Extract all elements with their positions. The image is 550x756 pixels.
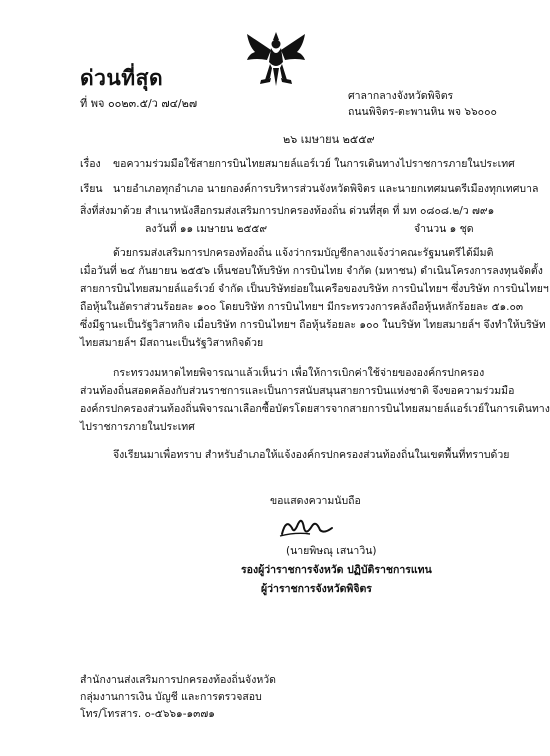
paragraph-line: สายการบินไทยสมายล์แอร์เวย์ จำกัด เป็นบริษัทย่อยในเครือของบริษัท การบินไทยฯ ซึ่งบริษัท การบินไทยฯ — [80, 283, 549, 295]
document-date: ๒๖ เมษายน ๒๕๕๙ — [283, 133, 375, 146]
recipient-label: เรียน — [80, 183, 103, 195]
footer-line: กลุ่มงานการเงิน บัญชี และการตรวจสอบ — [80, 691, 262, 703]
subject-label: เรื่อง — [80, 158, 101, 170]
address-line: ศาลากลางจังหวัดพิจิตร — [348, 90, 454, 102]
paragraph-line: เมื่อวันที่ ๒๔ กันยายน ๒๕๕๖ เห็นชอบให้บริษัท การบินไทย จำกัด (มหาชน) ดำเนินโครงการลงทุนจัดตั้ง — [80, 265, 543, 277]
body-paragraph-3 — [80, 446, 509, 464]
paragraph-line: ไทยสมายล์ฯ มีสถานะเป็นรัฐวิสาหกิจด้วย — [80, 337, 264, 349]
enclosure-text: สำเนาหนังสือกรมส่งเสริมการปกครองท้องถิ่น ด่วนที่สุด ที่ มท ๐๘๐๘.๒/ว ๗๙๑ — [145, 205, 495, 217]
closing-salutation: ขอแสดงความนับถือ — [270, 495, 361, 507]
enclosure-date: ลงวันที่ ๑๑ เมษายน ๒๕๕๙ — [145, 223, 268, 235]
paragraph-line: กระทรวงมหาดไทยพิจารณาแล้วเห็นว่า เพื่อให้การเบิกค่าใช้จ่ายขององค์กรปกครอง — [113, 367, 485, 379]
sender-address — [348, 88, 497, 120]
subject-text: ขอความร่วมมือใช้สายการบินไทยสมายล์แอร์เวย์ ในการเดินทางไปราชการภายในประเทศ — [113, 158, 515, 170]
paragraph-line: องค์กรปกครองส่วนท้องถิ่นพิจารณาเลือกซื้อบัตรโดยสารจากสายการบินไทยสมายล์แอร์เวย์ในการเดินทาง — [80, 403, 550, 415]
paragraph-line: ด้วยกรมส่งเสริมการปกครองท้องถิ่น แจ้งว่ากรมบัญชีกลางแจ้งว่าคณะรัฐมนตรีได้มีมติ — [113, 247, 494, 259]
address-line: ถนนพิจิตร-ตะพานหิน พจ ๖๖๐๐๐ — [348, 106, 497, 118]
signatory-name: (นายพิษณุ เสนาวิน) — [286, 545, 377, 557]
signatory-position-2: ผู้ว่าราชการจังหวัดพิจิตร — [261, 583, 372, 595]
paragraph-line: ซึ่งมีฐานะเป็นรัฐวิสาหกิจ เมื่อบริษัท การบินไทยฯ ถือหุ้นร้อยละ ๑๐๐ ในบริษัท ไทยสมายล์ฯ จึงทำให้บริษัท — [80, 319, 546, 331]
footer-line: โทร/โทรสาร. ๐-๕๖๖๑-๑๓๗๑ — [80, 708, 215, 720]
enclosure-quantity: จำนวน ๑ ชุด — [414, 223, 474, 235]
body-paragraph-1 — [80, 244, 549, 352]
signatory-position: รองผู้ว่าราชการจังหวัด ปฏิบัติราชการแทน — [241, 564, 432, 576]
footer-line: สำนักงานส่งเสริมการปกครองท้องถิ่นจังหวัด — [80, 674, 276, 686]
paragraph-line: ไปราชการภายในประเทศ — [80, 421, 195, 433]
subject-row — [80, 155, 515, 172]
footer-contact — [80, 672, 276, 723]
paragraph-line: จึงเรียนมาเพื่อทราบ สำหรับอำเภอให้แจ้งองค์กรปกครองส่วนท้องถิ่นในเขตพื้นที่ทราบด้วย — [113, 449, 510, 461]
paragraph-line: ถือหุ้นในอัตราส่วนร้อยละ ๑๐๐ โดยบริษัท การบินไทยฯ มีกระทรวงการคลังถือหุ้นหลักร้อยละ ๕๑.๐๓ — [80, 301, 524, 313]
recipient-row — [80, 180, 539, 197]
body-paragraph-2 — [80, 364, 550, 436]
recipient-text: นายอำเภอทุกอำเภอ นายกองค์การบริหารส่วนจังหวัดพิจิตร และนายกเทศมนตรีเมืองทุกเทศบาล — [113, 183, 539, 195]
garuda-emblem-icon — [243, 28, 309, 90]
enclosure-label: สิ่งที่ส่งมาด้วย — [80, 205, 142, 217]
handwritten-signature-icon — [276, 514, 336, 540]
document-number: ที่ พจ ๐๐๒๓.๕/ว ๗๔/๒๗ — [80, 97, 198, 110]
enclosure-row — [80, 202, 495, 219]
paragraph-line: ส่วนท้องถิ่นสอดคล้องกับส่วนราชการและเป็นการสนับสนุนสายการบินแห่งชาติ จึงขอความร่วมมือ — [80, 385, 515, 397]
urgency-stamp: ด่วนที่สุด — [80, 66, 164, 90]
